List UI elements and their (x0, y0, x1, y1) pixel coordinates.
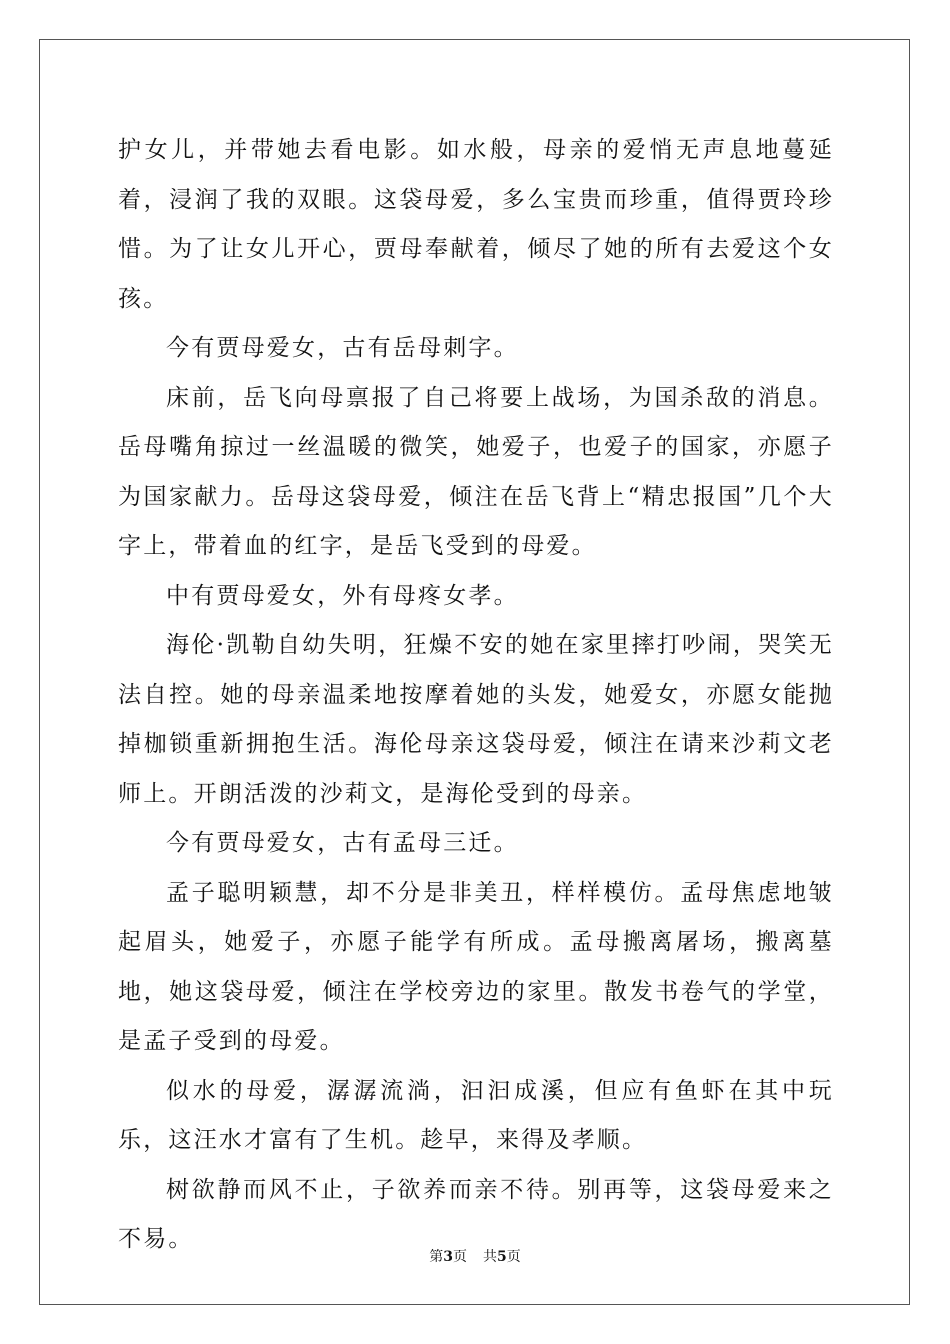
paragraph: 今有贾母爱女，古有孟母三迁。 (166, 830, 519, 856)
paragraph: 似水的母爱，潺潺流淌，汩汩成溪，但应有鱼虾在其中玩乐，这汪水才富有了生机。趁早，来得及孝顺。 (118, 1077, 834, 1153)
paragraph: 树欲静而风不止，子欲养而亲不待。别再等，这袋母爱来之不易。 (118, 1176, 834, 1252)
document-body (118, 126, 834, 1265)
page-label-prefix: 第 (429, 1249, 444, 1265)
total-label-prefix: 共 (483, 1249, 497, 1265)
page-footer (0, 1248, 950, 1266)
paragraph: 今有贾母爱女，古有岳母刺字。 (166, 335, 519, 361)
paragraph: 床前，岳飞向母禀报了自己将要上战场，为国杀敌的消息。岳母嘴角掠过一丝温暖的微笑，她爱子，也爱子的国家，亦愿子为国家献力。岳母这袋母爱，倾注在岳飞背上“精忠报国”几个大字上，带着血的红字，是岳飞受到的母爱。 (118, 384, 834, 559)
paragraph: 中有贾母爱女，外有母疼女孝。 (166, 582, 519, 609)
paragraph: 海伦·凯勒自幼失明，狂燥不安的她在家里摔打吵闹，哭笑无法自控。她的母亲温柔地按摩着她的头发，她爱女，亦愿女能抛掉枷锁重新拥抱生活。海伦母亲这袋母爱，倾注在请来沙莉文老师上。开朗活泼的沙莉文，是海伦受到的母亲。 (118, 632, 834, 807)
total-label-suffix: 页 (506, 1249, 521, 1265)
paragraph: 孟子聪明颖慧，却不分是非美丑，样样模仿。孟母焦虑地皱起眉头，她爱子，亦愿子能学有所成。孟母搬离屠场，搬离墓地，她这袋母爱，倾注在学校旁边的家里。散发书卷气的学堂，是孟子受到的母爱。 (118, 879, 834, 1054)
total-pages: 5 (497, 1249, 507, 1265)
paragraph: 护女儿，并带她去看电影。如水般，母亲的爱悄无声息地蔓延着，浸润了我的双眼。这袋母爱，多么宝贵而珍重，值得贾玲珍惜。为了让女儿开心，贾母奉献着，倾尽了她的所有去爱这个女孩。 (118, 137, 834, 312)
page-label-suffix: 页 (453, 1249, 467, 1265)
page-number: 3 (443, 1249, 453, 1265)
